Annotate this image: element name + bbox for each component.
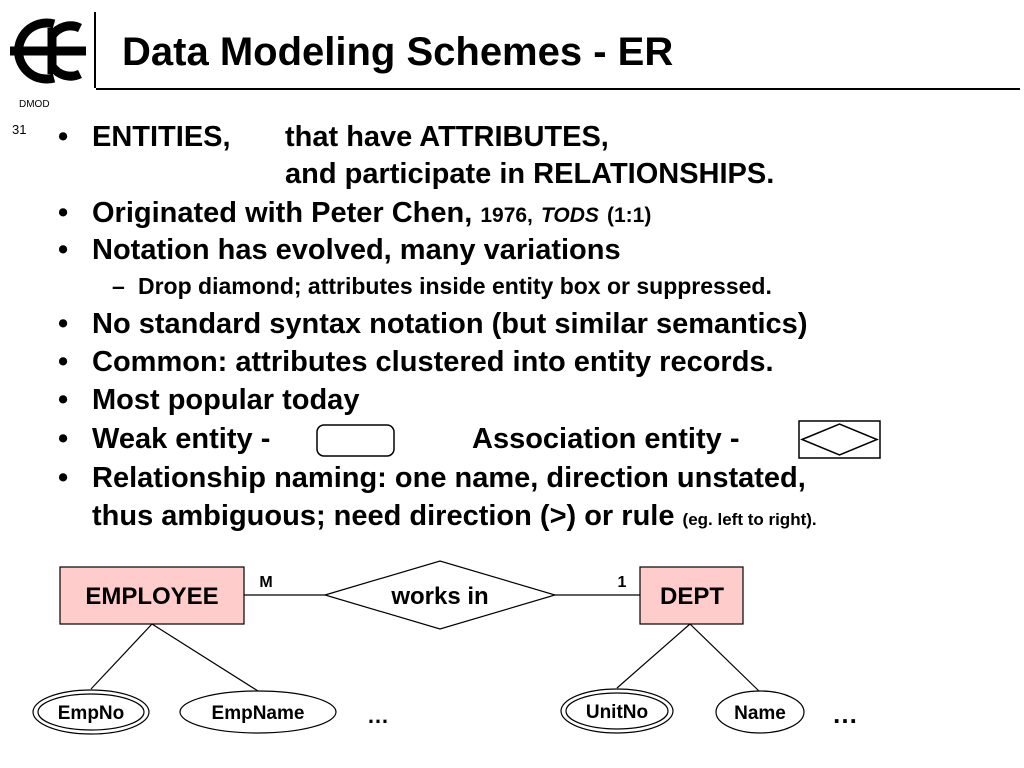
attribute-ellipsis-right: … <box>832 699 858 729</box>
bullet-marker: • <box>58 346 69 378</box>
attribute-ellipsis-left: … <box>367 703 389 728</box>
bullet-origin-journal: TODS <box>540 204 599 227</box>
bullet-popular: Most popular today <box>92 384 360 416</box>
attribute-name-label: Name <box>734 703 786 724</box>
connector-dept-unitno <box>617 624 690 688</box>
bullet-marker: • <box>58 308 69 340</box>
page-number: 31 <box>12 122 27 137</box>
bullet-origin-ratio: (1:1) <box>607 204 652 227</box>
bullet-marker: • <box>58 197 69 229</box>
entity-dept-label: DEPT <box>659 583 725 610</box>
bullet-marker: • <box>58 423 69 455</box>
bullet-origin-year: 1976, <box>480 204 533 227</box>
sub-bullet-dash: – <box>112 273 125 299</box>
bullet-no-standard: No standard syntax notation (but similar semantics) <box>92 308 808 340</box>
page-title: Data Modeling Schemes - ER <box>122 30 674 74</box>
bullet-naming-note: (eg. left to right). <box>682 510 817 529</box>
association-entity-symbol <box>798 420 882 460</box>
attribute-unitno-label: UnitNo <box>585 702 649 723</box>
connector-employee-empno <box>91 624 152 689</box>
entity-employee-label: EMPLOYEE <box>85 583 219 610</box>
sub-bullet-drop-diamond: Drop diamond; attributes inside entity box or suppressed. <box>138 273 772 299</box>
bullet-naming-text: thus ambiguous; need direction (>) or rule <box>92 500 675 532</box>
bullet-marker: • <box>58 462 69 494</box>
bullet-marker: • <box>58 234 69 266</box>
bullet-origin-text: Originated with Peter Chen, <box>92 197 473 229</box>
weak-entity-symbol <box>316 424 396 458</box>
bullet-origin <box>92 196 651 233</box>
connector-dept-name <box>690 624 760 692</box>
bullet-weak-entity: Weak entity - <box>92 423 271 455</box>
bullet-marker: • <box>58 384 69 416</box>
connector-employee-empname <box>152 624 258 691</box>
bullet-common: Common: attributes clustered into entity records. <box>92 346 774 378</box>
bullet-naming-line1: Relationship naming: one name, direction unstated, <box>92 462 806 494</box>
bullet-marker: • <box>58 121 69 153</box>
logo-icon <box>8 18 92 84</box>
er-diagram <box>0 545 1024 768</box>
bullet-entities-relationships: and participate in RELATIONSHIPS. <box>285 158 775 190</box>
cardinality-left: M <box>259 574 273 591</box>
section-label: DMOD <box>19 99 50 110</box>
bullet-naming-line2 <box>92 499 817 537</box>
bullet-entities-attributes: that have ATTRIBUTES, <box>285 121 609 153</box>
cardinality-right: 1 <box>617 574 627 591</box>
bullet-notation: Notation has evolved, many variations <box>92 234 621 266</box>
header-horizontal-rule <box>96 88 1020 90</box>
attribute-empno-label: EmpNo <box>57 703 125 724</box>
header-vertical-rule <box>94 12 96 88</box>
bullet-association-entity: Association entity - <box>472 423 740 455</box>
attribute-empname-label: EmpName <box>211 703 305 724</box>
bullet-entities-term: ENTITIES, <box>92 121 231 153</box>
relationship-label: works in <box>391 583 489 610</box>
